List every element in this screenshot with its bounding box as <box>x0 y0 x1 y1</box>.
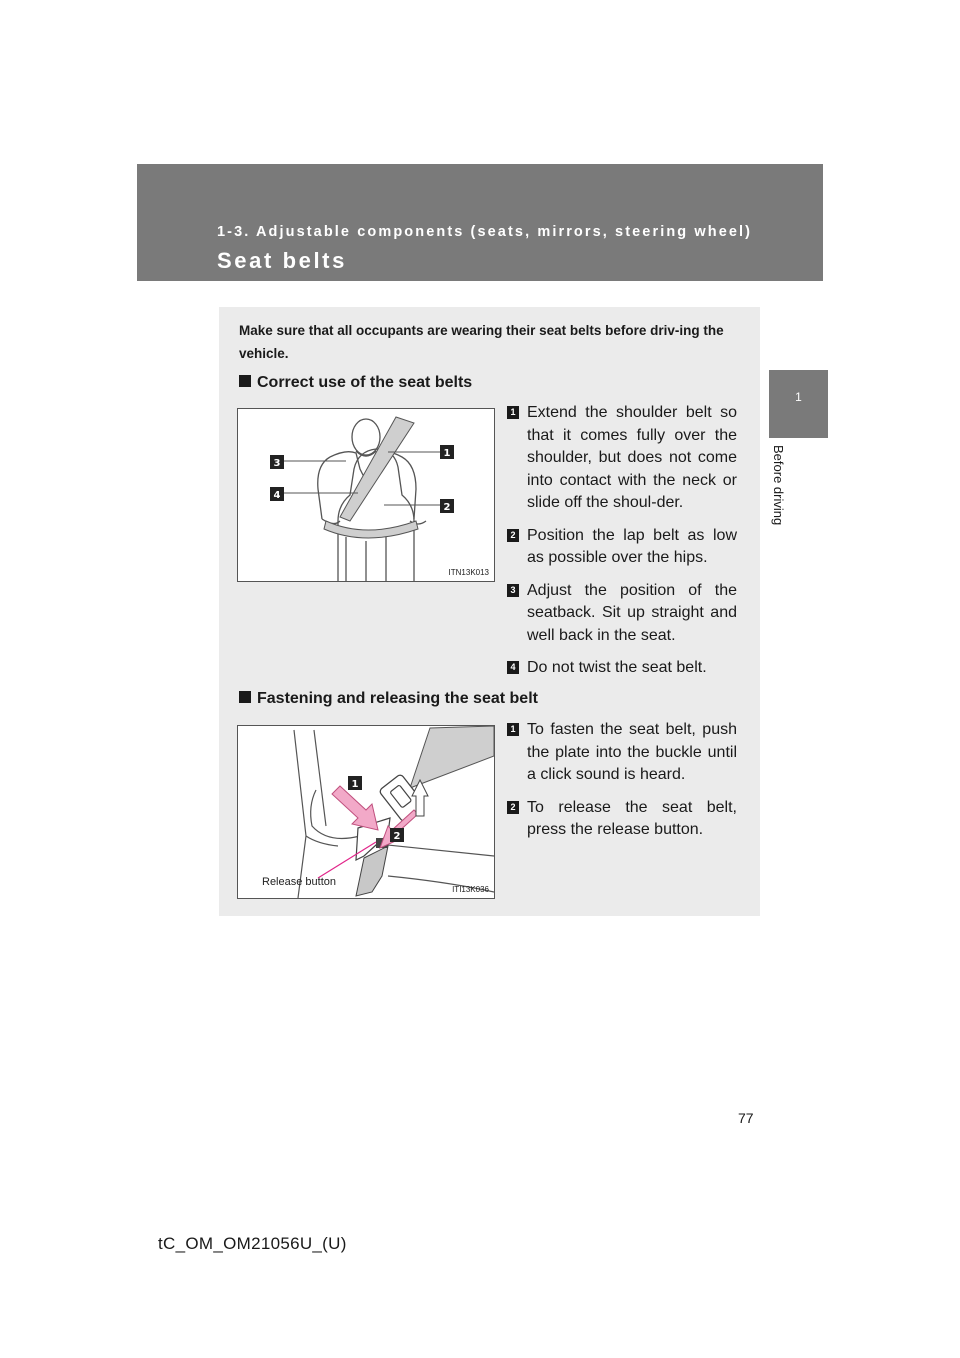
figure-callout-4 <box>270 487 284 501</box>
chapter-tab <box>769 370 828 438</box>
heading-square-icon <box>239 375 251 387</box>
step-item <box>507 402 737 515</box>
figure-callout-3 <box>270 455 284 469</box>
step-item <box>507 719 737 787</box>
step-number-badge: 2 <box>507 801 519 814</box>
step-number-badge: 1 <box>507 723 519 736</box>
svg-text:1: 1 <box>351 779 359 790</box>
page-number: 77 <box>738 1110 754 1126</box>
chapter-label <box>762 445 798 555</box>
fastening-steps <box>507 719 737 852</box>
page-title: Seat belts <box>217 248 347 273</box>
step-text: Extend the shoulder belt so that it comes fully over the shoulder, but does not come into contact with the neck or slide off the shoul-der. <box>527 404 737 511</box>
step-text: To fasten the seat belt, push the plate into the buckle until a click sound is heard. <box>527 721 737 783</box>
buckle-illustration <box>237 725 495 899</box>
svg-text:2: 2 <box>393 831 401 842</box>
figure-callout-2 <box>440 499 454 513</box>
step-number-badge: 4 <box>507 661 519 674</box>
step-number-badge: 1 <box>507 406 519 419</box>
step-item <box>507 657 737 680</box>
step-number-badge: 2 <box>507 529 519 542</box>
heading-square-icon <box>239 691 251 703</box>
release-button-label: Release button <box>262 876 336 888</box>
chapter-label-text: Before driving <box>771 445 786 526</box>
step-item <box>507 580 737 648</box>
figure-callout-2 <box>390 828 404 842</box>
step-item <box>507 797 737 842</box>
section-heading-text: Correct use of the seat belts <box>257 374 473 391</box>
step-text: To release the seat belt, press the release button. <box>527 798 737 838</box>
svg-text:2: 2 <box>443 502 451 513</box>
figure-callout-1 <box>348 776 362 790</box>
section-title: 1-3. Adjustable components (seats, mirrors, steering wheel) <box>217 224 753 240</box>
step-text: Do not twist the seat belt. <box>527 659 707 676</box>
buckle-drawing <box>238 726 494 898</box>
content-panel <box>219 307 760 916</box>
section-heading-correct-use <box>239 374 472 392</box>
chapter-number: 1 <box>795 390 802 404</box>
step-number-badge: 3 <box>507 584 519 597</box>
svg-text:3: 3 <box>273 458 281 469</box>
seated-occupant-drawing <box>238 409 494 581</box>
intro-text: Make sure that all occupants are wearing their seat belts before driv-ing the vehicle. <box>239 323 724 361</box>
figure-code: ITI13K036 <box>452 885 489 894</box>
step-item <box>507 525 737 570</box>
step-text: Position the lap belt as low as possible over the hips. <box>527 526 737 566</box>
section-heading-fastening <box>239 690 538 708</box>
figure-callout-1 <box>440 445 454 459</box>
step-text: Adjust the position of the seatback. Sit up straight and well back in the seat. <box>527 581 737 644</box>
figure-code: ITN13K013 <box>448 568 489 577</box>
seated-occupant-illustration <box>237 408 495 582</box>
document-code: tC_OM_OM21056U_(U) <box>158 1234 347 1253</box>
correct-use-steps <box>507 402 737 690</box>
svg-text:1: 1 <box>443 448 451 459</box>
chapter-header <box>137 164 823 281</box>
section-heading-text: Fastening and releasing the seat belt <box>257 690 538 707</box>
svg-text:4: 4 <box>273 490 281 501</box>
